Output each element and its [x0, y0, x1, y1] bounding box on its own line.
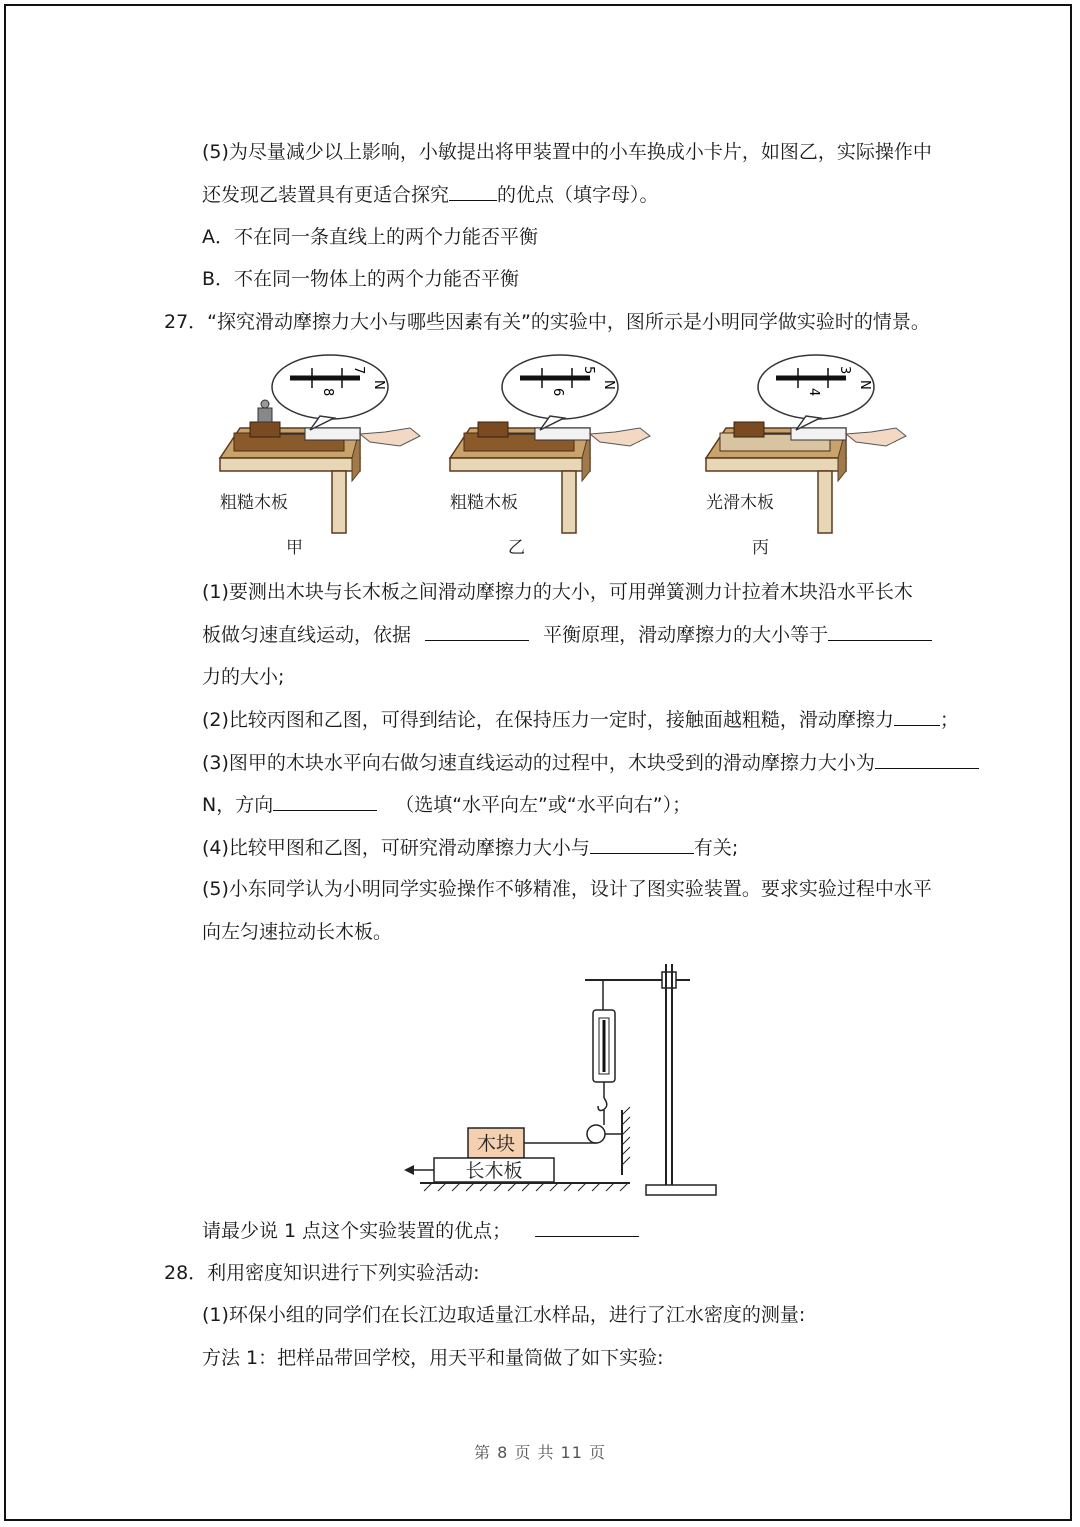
q27-s3-line2 [202, 792, 691, 817]
improved-apparatus-figure [400, 960, 730, 1200]
q26-option-b: B．不在同一物体上的两个力能否平衡 [202, 268, 520, 290]
panel-label-a: 甲 [286, 538, 303, 558]
answer-blank[interactable] [449, 182, 497, 201]
q27-s1-line3: 力的大小; [202, 666, 285, 688]
q28-p1: (1)环保小组的同学们在长江边取适量江水样品，进行了江水密度的测量: [202, 1304, 806, 1326]
q26-p5-line1: (5)为尽量减少以上影响，小敏提出将甲装置中的小车换成小卡片，如图乙，实际操作中 [202, 141, 932, 163]
q27-s3-text: (3)图甲的木块水平向右做匀速直线运动的过程中，木块受到的滑动摩擦力大小为 [202, 752, 875, 774]
q27-s1-line1: (1)要测出木块与长木板之间滑动摩擦力的大小，可用弹簧测力计拉着木块沿水平长木 [202, 581, 913, 603]
surface-label-a: 粗糙木板 [220, 493, 288, 513]
q27-title: 27．“探究滑动摩擦力大小与哪些因素有关”的实验中，图所示是小明同学做实验时的情景。 [164, 311, 930, 333]
bubble-b-unit: N [601, 380, 616, 390]
answer-blank[interactable] [828, 622, 932, 641]
surface-label-b: 粗糙木板 [450, 493, 518, 513]
page-footer: 第 8 页 共 11 页 [474, 1443, 606, 1462]
answer-blank[interactable] [425, 622, 529, 641]
answer-blank[interactable] [273, 792, 377, 811]
q27-s4 [202, 835, 738, 860]
q27-s5-line1: (5)小东同学认为小明同学实验操作不够精准，设计了图实验装置。要求实验过程中水平 [202, 878, 932, 900]
q27-s2 [202, 707, 959, 732]
q26-p5-line2-a: 还发现乙装置具有更适合探究 [202, 184, 450, 206]
q27-advantage-text: 请最少说 1 点这个实验装置的优点； [202, 1220, 512, 1242]
answer-blank[interactable] [535, 1218, 639, 1237]
q27-s3-line2-b: （选填“水平向左”或“水平向右”）； [395, 794, 692, 816]
setup-c [706, 355, 906, 558]
q26-option-a: A．不在同一条直线上的两个力能否平衡 [202, 226, 538, 248]
q27-s4-a: (4)比较甲图和乙图，可研究滑动摩擦力大小与 [202, 837, 590, 859]
panel-label-b: 乙 [508, 538, 525, 558]
answer-blank[interactable] [590, 835, 694, 854]
q27-s2-text: (2)比较丙图和乙图，可得到结论，在保持压力一定时，接触面越粗糙，滑动摩擦力 [202, 709, 894, 731]
bubble-c-tick-1: 3 [837, 366, 852, 375]
panel-label-c: 丙 [752, 538, 769, 558]
bubble-a-unit: N [371, 380, 386, 390]
q27-s1-line2 [202, 622, 932, 647]
answer-blank[interactable] [894, 707, 940, 726]
q27-advantage [202, 1218, 639, 1243]
bubble-a-tick-1: 7 [351, 366, 366, 375]
q27-s4-b: 有关; [693, 837, 739, 859]
bubble-c-unit: N [857, 380, 872, 390]
surface-label-c: 光滑木板 [706, 493, 774, 513]
bubble-b-tick-2: 6 [550, 388, 565, 397]
bubble-c-tick-2: 4 [806, 388, 821, 397]
friction-experiment-figure [210, 350, 910, 565]
answer-blank[interactable] [875, 750, 979, 769]
setup-a [220, 355, 420, 558]
q27-s3-line1 [202, 750, 979, 775]
q28-method1: 方法 1：把样品带回学校，用天平和量筒做了如下实验: [202, 1347, 664, 1369]
q26-p5-line2 [202, 182, 659, 207]
q27-s3-line2-a: N，方向 [202, 794, 274, 816]
q26-p5-line2-b: 的优点（填字母）。 [497, 184, 659, 206]
q27-s5-line2: 向左匀速拉动长木板。 [202, 921, 393, 943]
setup-b [450, 355, 650, 558]
bubble-a-tick-2: 8 [320, 388, 335, 397]
board-label: 长木板 [465, 1160, 523, 1182]
block-label: 木块 [476, 1133, 516, 1155]
q28-title: 28．利用密度知识进行下列实验活动: [164, 1262, 480, 1284]
q27-s2-end: ； [939, 709, 959, 731]
q27-s1-line2-b: 平衡原理，滑动摩擦力的大小等于 [543, 624, 829, 646]
q27-s1-line2-a: 板做匀速直线运动，依据 [202, 624, 412, 646]
bubble-b-tick-1: 5 [581, 366, 596, 375]
